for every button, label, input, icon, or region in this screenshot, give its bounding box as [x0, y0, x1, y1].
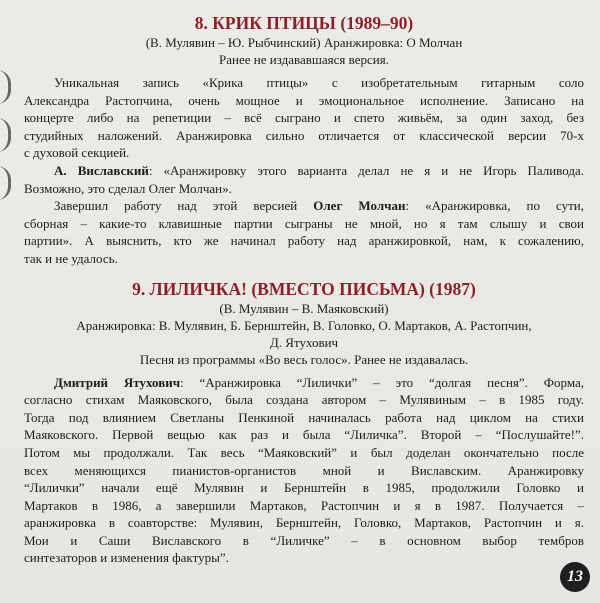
text-line: Уникальная запись «Крика птицы» с изобретательным гитарным соло: [54, 75, 584, 90]
text-line: студийных наложений. Аранжировка сильно отличается от классической версии 70-х: [24, 127, 584, 143]
text-line: Потом мы продолжали. Так весь “Маяковский” и был доделан окончательно после: [24, 444, 584, 460]
text-line: всех меняющихся пианистов-органистов мной и Виславским. Аранжировку: [24, 462, 584, 478]
text-line: Маяковского. Первой вещью как раз и была “Лиличка”. Второй – “Послушайте!”.: [24, 427, 584, 443]
text-line: Мартаков в 1986, а завершили Мартаков, Растопчин и я в 1987. Получается –: [24, 497, 584, 513]
text-line: Возможно, это сделал Олег Молчан».: [24, 180, 232, 196]
binding-ring: [0, 118, 11, 152]
section-8-paragraph-3: [24, 197, 584, 267]
binding-ring: [0, 166, 11, 200]
text-line: сборная – какие-то клавишные партии сыграны не мной, но я там слышу и свои: [24, 215, 584, 231]
text-line: Александра Растопчина, очень мощное и эмоциональное исполнение. Записано на: [24, 92, 584, 108]
quote-text: : «Аранжировка, по сути,: [405, 198, 585, 214]
section-9-arrangement-line-2: Д. Ятухович: [269, 334, 339, 350]
section-8-note: Ранее не издававшаяся версия.: [219, 52, 389, 67]
text-line: [24, 162, 584, 180]
section-8-paragraph-2: [24, 162, 584, 197]
section-8-paragraph-1: [24, 74, 584, 162]
spiral-binding: [0, 0, 14, 603]
text-line: партии». А выяснить, кто же начинал работу над аранжировкой, нам, к сожалению,: [24, 233, 584, 249]
page-number: 13: [560, 562, 590, 592]
speaker-name: А. Виславский: [54, 162, 149, 178]
text-line: с духовой секцией.: [24, 145, 130, 161]
section-9-credits: (В. Мулявин – В. Маяковский): [219, 300, 389, 316]
text-line: согласно стихам Маяковского, была создана автором – Мулявиным – в 1985 году.: [24, 392, 584, 408]
page-content: [24, 12, 584, 567]
text-line: так и не удалось.: [24, 250, 118, 266]
speaker-name: Дмитрий Ятухович: [54, 374, 181, 390]
text-line: аранжировка в соавторстве: Мулявин, Бернштейн, Головко, Мартаков, Растопчин и я.: [24, 515, 584, 531]
text-line: “Лилички” начали ещё Мулявин и Бернштейн в 1985, продолжили Головко и: [24, 480, 584, 496]
section-9-title: 9. ЛИЛИЧКА! (ВМЕСТО ПИСЬМА) (1987): [132, 278, 476, 299]
text-line: синтезаторов и изменения фактуры”.: [24, 550, 229, 566]
quote-text: : “Аранжировка “Лилички” – это “долгая песня”. Форма,: [180, 374, 585, 390]
text-line: [24, 374, 584, 392]
text-line: [24, 197, 584, 215]
speaker-name: Олег Молчан: [313, 198, 406, 214]
section-8-credits: (В. Мулявин – Ю. Рыбчинский) Аранжировка: О Молчан: [145, 35, 463, 50]
section-9-arrangement-line-1: Аранжировка: В. Мулявин, Б. Бернштейн, В. Головко, О. Мартаков, А. Растопчин,: [76, 317, 532, 333]
quote-text: : «Аранжировку этого варианта делал не я и не Игорь Паливода.: [148, 162, 584, 178]
section-9-note: Песня из программы «Во весь голос». Ранее не издавалась.: [139, 351, 469, 367]
text-line: концерте либо на репетиции – всё сыграно и спето живьём, за один заход, без: [24, 110, 584, 126]
lead-text: Завершил работу над этой версией: [54, 198, 314, 214]
section-9-paragraph-1: [24, 374, 584, 568]
section-8-title: 8. КРИК ПТИЦЫ (1989–90): [194, 13, 414, 33]
text-line: Мои и Саши Виславского в “Лиличке” – в основном выбор тембров: [24, 532, 584, 548]
text-line: Тогда под влиянием Светланы Пенкиной начиналась работа над циклом на стихи: [24, 409, 584, 425]
binding-ring: [0, 70, 11, 104]
